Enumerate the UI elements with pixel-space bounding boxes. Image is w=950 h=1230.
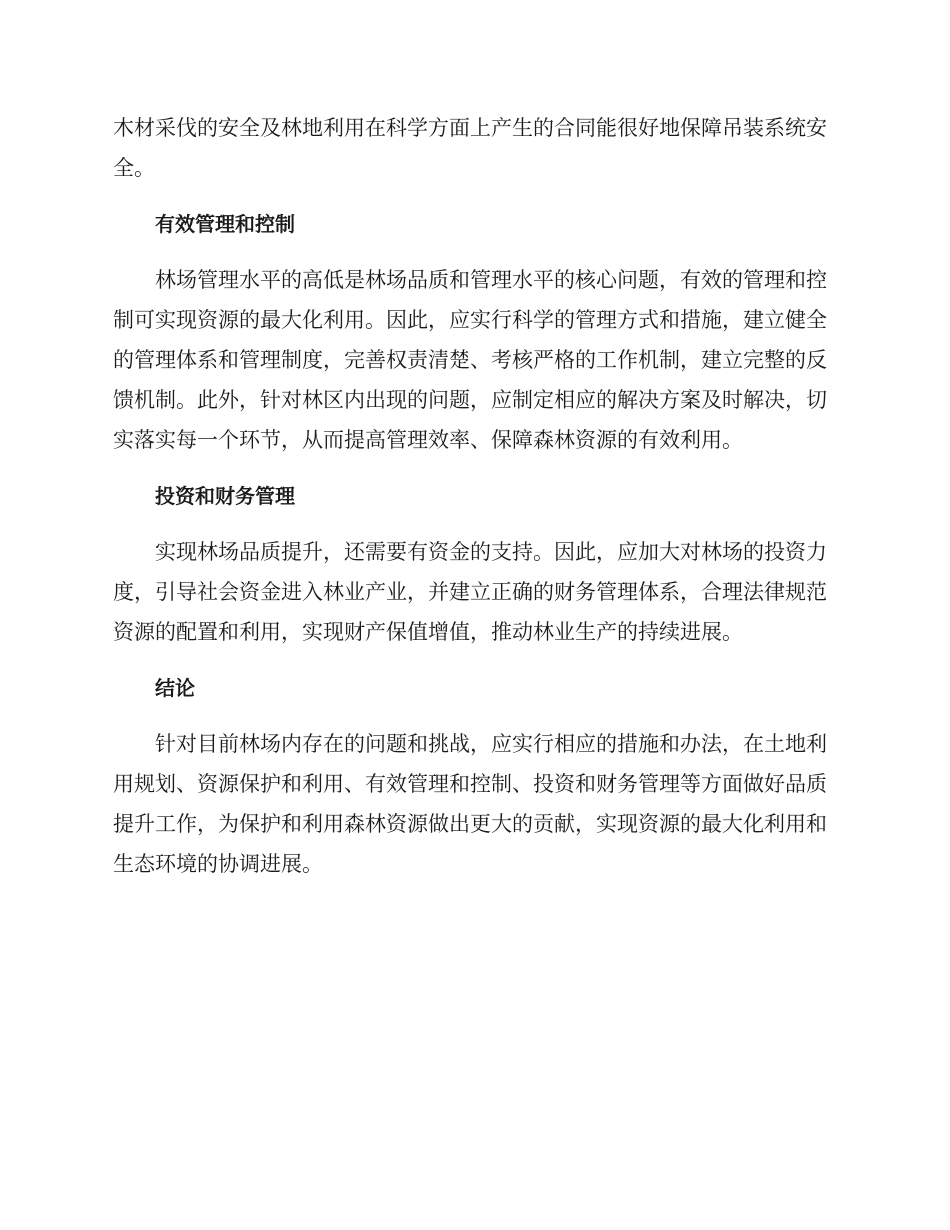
section-body-management: 林场管理水平的高低是林场品质和管理水平的核心问题，有效的管理和控制可实现资源的最大化利用。因此，应实行科学的管理方式和措施，建立健全的管理体系和管理制度，完善权责清楚、考核严格的工作机制，建立完整的反馈机制。此外，针对林区内出现的问题，应制定相应的解决方案及时解决，切实落实每一个环节，从而提高管理效率、保障森林资源的有效利用。: [113, 268, 827, 452]
continued-paragraph: 木材采伐的安全及林地利用在科学方面上产生的合同能很好地保障吊装系统安全。: [113, 116, 827, 180]
section-body-conclusion: 针对目前林场内存在的问题和挑战，应实行相应的措施和办法，在土地利用规划、资源保护和利用、有效管理和控制、投资和财务管理等方面做好品质提升工作，为保护和利用森林资源做出更大的贡献，实现资源的最大化利用和生态环境的协调进展。: [113, 732, 827, 876]
section-body-finance: 实现林场品质提升，还需要有资金的支持。因此，应加大对林场的投资力度，引导社会资金进入林业产业，并建立正确的财务管理体系，合理法律规范资源的配置和利用，实现财产保值增值，推动林业生产的持续进展。: [113, 540, 827, 644]
section-heading-conclusion: 结论: [155, 676, 195, 700]
spacer: [113, 460, 833, 476]
section-heading-finance: 投资和财务管理: [155, 484, 295, 508]
spacer: [113, 188, 833, 204]
spacer: [113, 516, 833, 532]
spacer: [113, 652, 833, 668]
document-content: [113, 108, 833, 884]
spacer: [113, 708, 833, 724]
spacer: [113, 244, 833, 260]
section-heading-management: 有效管理和控制: [155, 212, 295, 236]
